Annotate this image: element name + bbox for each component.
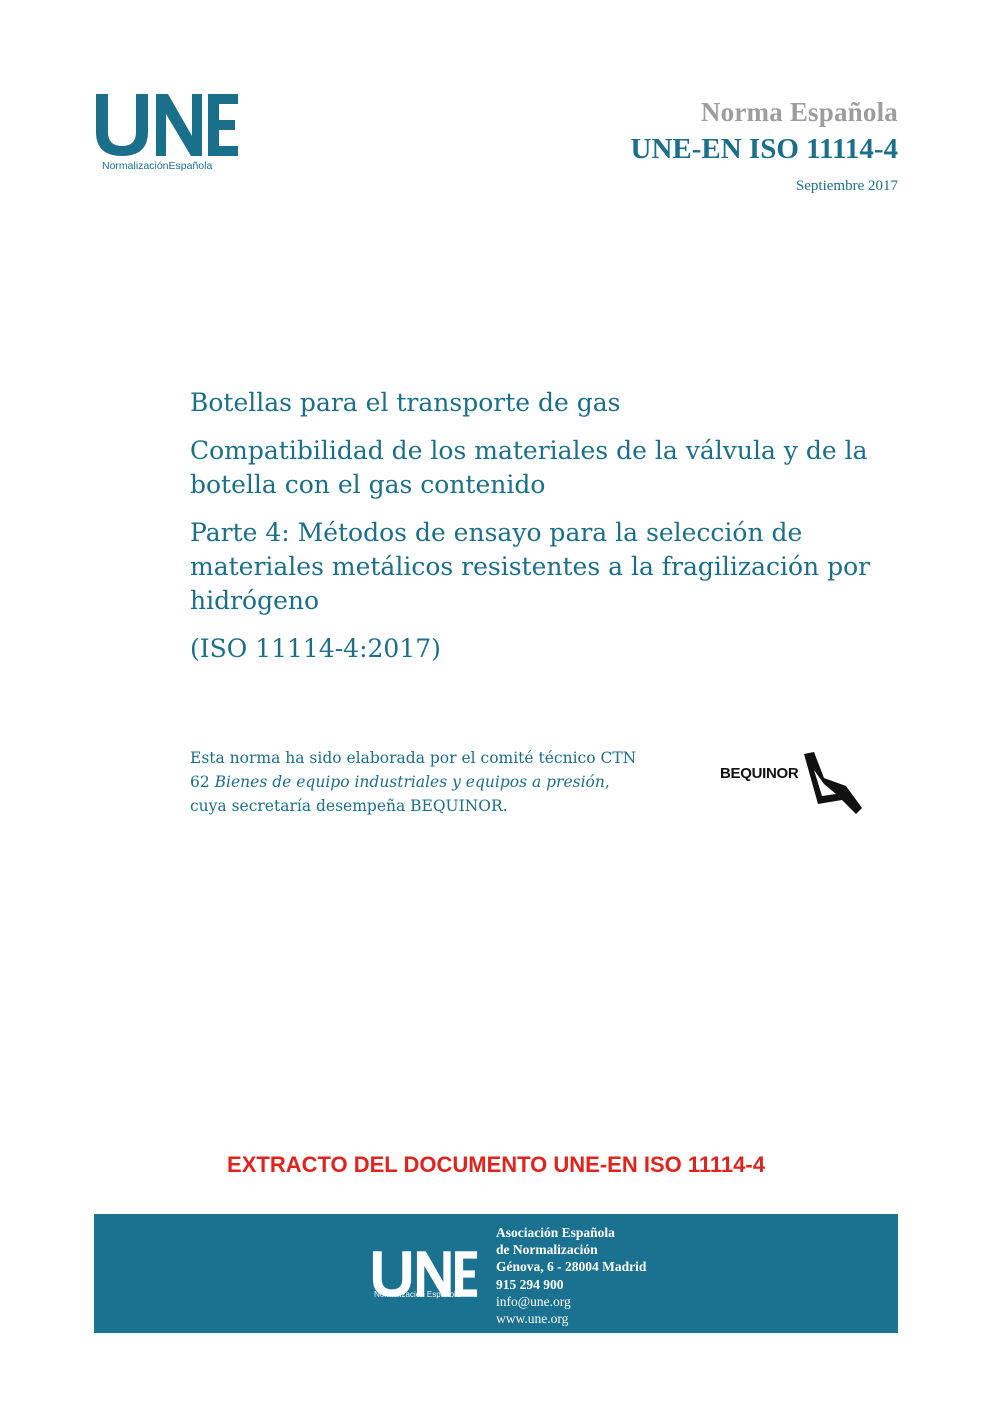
- standard-code: UNE-EN ISO 11114-4: [630, 133, 898, 165]
- title-compat: Compatibilidad de los materiales de la válvula y de la botella con el gas contenido: [190, 436, 868, 499]
- bequinor-logo-text: BEQUINOR: [720, 765, 799, 782]
- bequinor-mark-icon: [802, 752, 862, 814]
- une-logo-mark: [92, 92, 242, 158]
- standard-header: [631, 96, 899, 195]
- footer-email-link[interactable]: info@une.org: [496, 1293, 571, 1309]
- extract-notice: EXTRACTO DEL DOCUMENTO UNE-EN ISO 11114-4: [227, 1152, 765, 1177]
- logo-sub-part2: Española: [168, 160, 213, 172]
- standard-label: Norma Española: [700, 97, 898, 127]
- logo-sub-part1: Normalización: [102, 160, 169, 172]
- footer-address: Génova, 6 - 28004 Madrid: [496, 1259, 647, 1275]
- committee-statement: [190, 746, 640, 818]
- footer-website-link[interactable]: www.une.org: [496, 1311, 569, 1327]
- publication-date: Septiembre 2017: [795, 178, 898, 194]
- document-titles: [190, 386, 890, 680]
- committee-suffix: , cuya secretaría desempeña BEQUINOR.: [190, 773, 610, 815]
- title-main: Botellas para el transporte de gas: [190, 388, 621, 417]
- committee-prefix: Esta norma ha sido elaborada por el comité técnico CTN 62: [190, 749, 637, 791]
- footer-contact-info: [496, 1224, 646, 1327]
- bequinor-logo: [720, 752, 865, 816]
- committee-name: Bienes de equipo industriales y equipos a presión: [214, 773, 605, 791]
- une-logo-subtitle: [102, 160, 212, 172]
- footer-phone: 915 294 900: [496, 1276, 564, 1292]
- footer-logo-subtitle: Normalización Española: [374, 1290, 461, 1299]
- une-logo: [92, 92, 242, 176]
- title-part4: Parte 4: Métodos de ensayo para la selección de materiales metálicos resistentes a la fragilización por hidrógeno: [190, 518, 871, 615]
- footer-org-line2: de Normalización: [496, 1242, 598, 1258]
- title-iso-ref: (ISO 11114-4:2017): [190, 634, 441, 663]
- footer-org-line1: Asociación Española: [496, 1225, 615, 1240]
- footer-band: [94, 1214, 898, 1333]
